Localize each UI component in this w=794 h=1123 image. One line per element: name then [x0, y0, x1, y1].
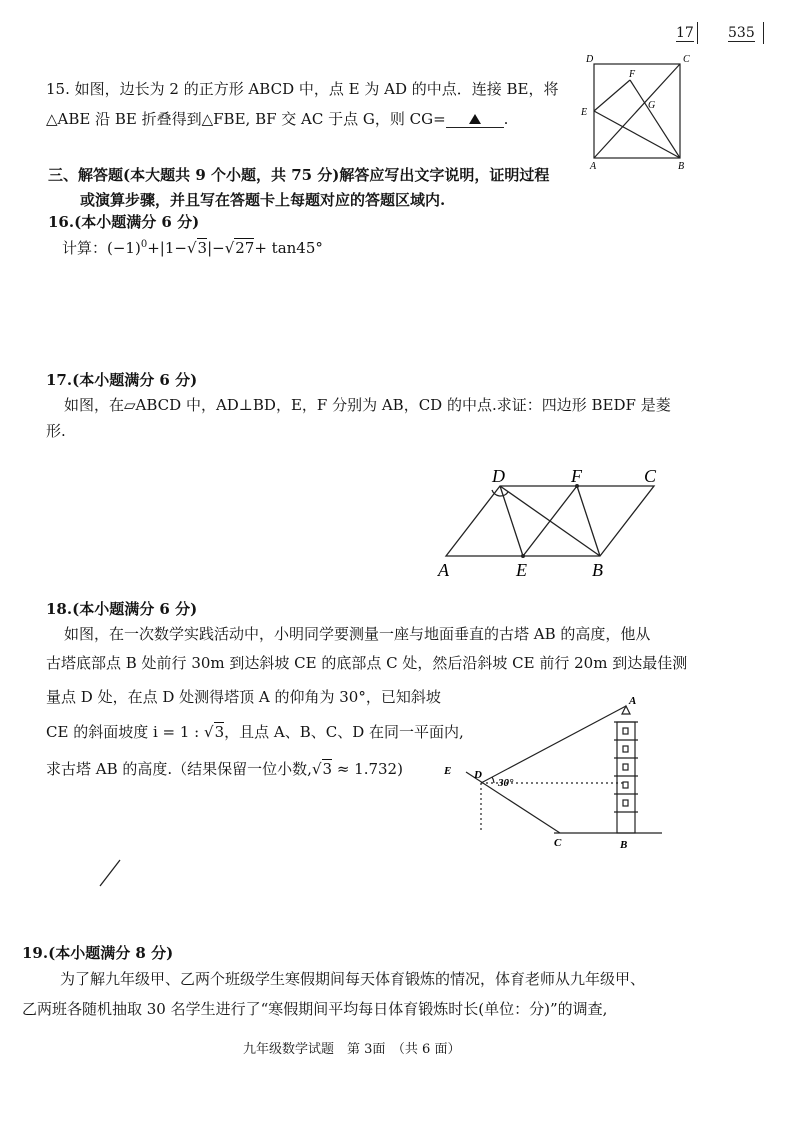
- sqrt-icon: √: [311, 760, 322, 778]
- label-d: D: [586, 54, 594, 65]
- label-e: E: [581, 107, 588, 118]
- sqrt-icon: √: [204, 723, 214, 741]
- section3-heading-line1: 三、解答题(本大题共 9 个小题，共 75 分)解答应写出文字说明，证明过程: [48, 166, 550, 184]
- q19-line1: 为了解九年级甲、乙两个班级学生寒假期间每天体育锻炼的情况，体育老师从九年级甲、: [60, 970, 646, 988]
- segment-fb: [577, 486, 600, 556]
- point-e: [521, 554, 525, 558]
- segment-de: [500, 486, 523, 556]
- stray-pen-mark: [96, 856, 126, 890]
- label-angle: 30°: [498, 777, 514, 789]
- header-divider-2: [763, 22, 764, 44]
- label-b: B: [678, 161, 685, 172]
- header-code: 535: [728, 25, 755, 41]
- q18-line2: 古塔底部点 B 处前行 30m 到达斜坡 CE 的底部点 C 处，然后沿斜坡 CE 前行 20m 到达最佳测: [46, 654, 688, 672]
- label-a: A: [438, 560, 449, 580]
- q17-title: 17.(本小题满分 6 分): [46, 371, 198, 389]
- diagonal-ac: [594, 64, 680, 158]
- label-c: C: [554, 837, 562, 849]
- label-c: C: [683, 54, 690, 65]
- q15-line1: 15. 如图，边长为 2 的正方形 ABCD 中，点 E 为 AD 的中点．连接 BE，将: [46, 80, 559, 98]
- answer-blank: [446, 112, 504, 128]
- label-g: G: [648, 100, 656, 111]
- label-f: F: [571, 466, 582, 486]
- q17-line1: 如图，在▱ABCD 中，AD⊥BD，E，F 分别为 AB，CD 的中点.求证：四边形 BEDF 是菱: [64, 396, 671, 414]
- q19-title: 19.(本小题满分 8 分): [22, 944, 174, 962]
- header-page-number: 17: [676, 25, 694, 41]
- label-a: A: [629, 695, 637, 707]
- label-e: E: [516, 560, 527, 580]
- q18-line5: 求古塔 AB 的高度.（结果保留一位小数,√3 ≈ 1.732): [46, 760, 403, 778]
- q15-square-diagram: [580, 52, 690, 172]
- q16-title: 16.(本小题满分 6 分): [48, 213, 200, 231]
- sqrt-icon: √: [224, 239, 235, 257]
- q17-line2: 形.: [46, 422, 66, 440]
- segment-be: [594, 111, 680, 158]
- segment-ef: [523, 486, 577, 556]
- q16-expression: 计算：$(-1)^0+|1-√3|-√27+ \tan 45^\circ$: [62, 239, 323, 257]
- segment-ef: [594, 80, 630, 111]
- label-b: B: [620, 839, 628, 851]
- label-d: D: [474, 769, 482, 781]
- sightline-da: [481, 706, 626, 783]
- angle-arc: [492, 777, 494, 783]
- header-divider: [697, 22, 698, 44]
- label-f: F: [629, 69, 636, 80]
- q17-parallelogram-diagram: [430, 462, 670, 582]
- label-a: A: [590, 161, 597, 172]
- label-b: B: [592, 560, 603, 580]
- q18-line3: 量点 D 处，在点 D 处测得塔顶 A 的仰角为 30°，已知斜坡: [46, 688, 441, 706]
- right-angle-mark: [492, 490, 508, 496]
- q19-line2: 乙两班各随机抽取 30 名学生进行了“寒假期间平均每日体育锻炼时长(单位：分)”的调查,: [22, 1000, 608, 1018]
- q18-line4: CE 的斜面坡度 i = 1 : √3，且点 A、B、C、D 在同一平面内,: [46, 723, 464, 741]
- q15-line2: △ABE 沿 BE 折叠得到△FBE, BF 交 AC 于点 G，则 CG= .: [46, 110, 509, 128]
- sqrt-icon: √: [186, 239, 197, 257]
- page-footer: 九年级数学试题 第 3面 （共 6 面）: [243, 1042, 461, 1057]
- q18-line1: 如图，在一次数学实践活动中，小明同学要测量一座与地面垂直的古塔 AB 的高度，他从: [64, 625, 651, 643]
- triangle-marker-icon: [469, 114, 481, 124]
- section3-heading-line2: 或演算步骤，并且写在答题卡上每题对应的答题区域内.: [80, 191, 446, 209]
- label-c: C: [644, 466, 657, 486]
- q18-title: 18.(本小题满分 6 分): [46, 600, 198, 618]
- label-e: E: [444, 765, 452, 777]
- label-d: D: [492, 466, 505, 486]
- pagoda-icon: [614, 706, 638, 833]
- q18-tower-diagram: [436, 692, 666, 854]
